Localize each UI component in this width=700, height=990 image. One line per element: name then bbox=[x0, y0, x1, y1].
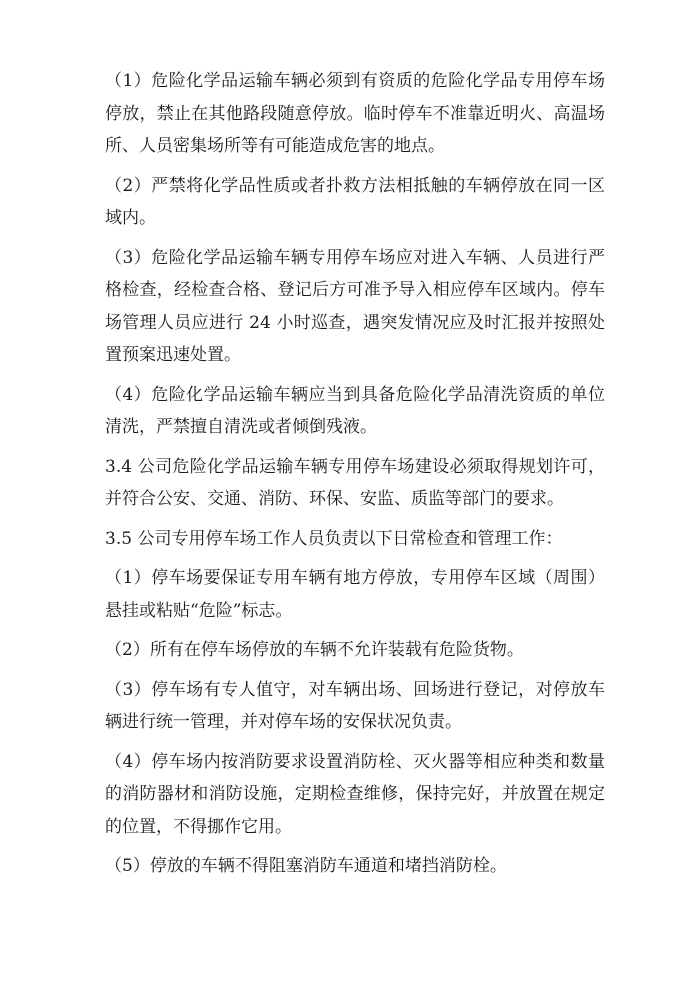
duty-5-fire-lane: （5）停放的车辆不得阻塞消防车通道和堵挡消防栓。 bbox=[105, 856, 507, 876]
section-3-4-planning-permit: 3.4 公司危险化学品运输车辆专用停车场建设必须取得规划许可，并符合公安、交通、消防、环保、安监、质监等部门的要求。 bbox=[105, 456, 605, 509]
paragraph-2-incompatible-vehicles: （2）严禁将化学品性质或者扑救方法相抵触的车辆停放在同一区域内。 bbox=[105, 175, 605, 228]
duty-1-danger-sign: （1）停车场要保证专用车辆有地方停放，专用停车区域（周围）悬挂或粘贴“危险”标志。 bbox=[105, 568, 605, 621]
section-3-5-staff-duties: 3.5 公司专用停车场工作人员负责以下日常检查和管理工作： bbox=[105, 528, 563, 549]
duty-2-no-dangerous-cargo: （2）所有在停车场停放的车辆不允许装载有危险货物。 bbox=[105, 640, 524, 660]
paragraph-1-parking-requirement: （1）危险化学品运输车辆必须到有资质的危险化学品专用停车场停放，禁止在其他路段随意停放。临时停车不准靠近明火、高温场所、人员密集场所等有可能造成危害的地点。 bbox=[105, 71, 605, 156]
duty-4-fire-equipment: （4）停车场内按消防要求设置消防栓、灭火器等相应种类和数量的消防器材和消防设施，定期检查维修，保持完好，并放置在规定的位置，不得挪作它用。 bbox=[105, 751, 605, 837]
paragraph-4-vehicle-cleaning: （4）危险化学品运输车辆应当到具备危险化学品清洗资质的单位清洗，严禁擅自清洗或者倾倒残液。 bbox=[105, 384, 605, 437]
document-body bbox=[105, 65, 605, 890]
duty-3-dedicated-watch: （3）停车场有专人值守，对车辆出场、回场进行登记，对停放车辆进行统一管理，并对停车场的安保状况负责。 bbox=[105, 679, 605, 732]
paragraph-3-parking-inspection: （3）危险化学品运输车辆专用停车场应对进入车辆、人员进行严格检查，经检查合格、登记后方可准予导入相应停车区域内。停车场管理人员应进行 24 小时巡查，遇突发情况应及时汇报并按照处置预案迅速处置。 bbox=[105, 247, 605, 365]
